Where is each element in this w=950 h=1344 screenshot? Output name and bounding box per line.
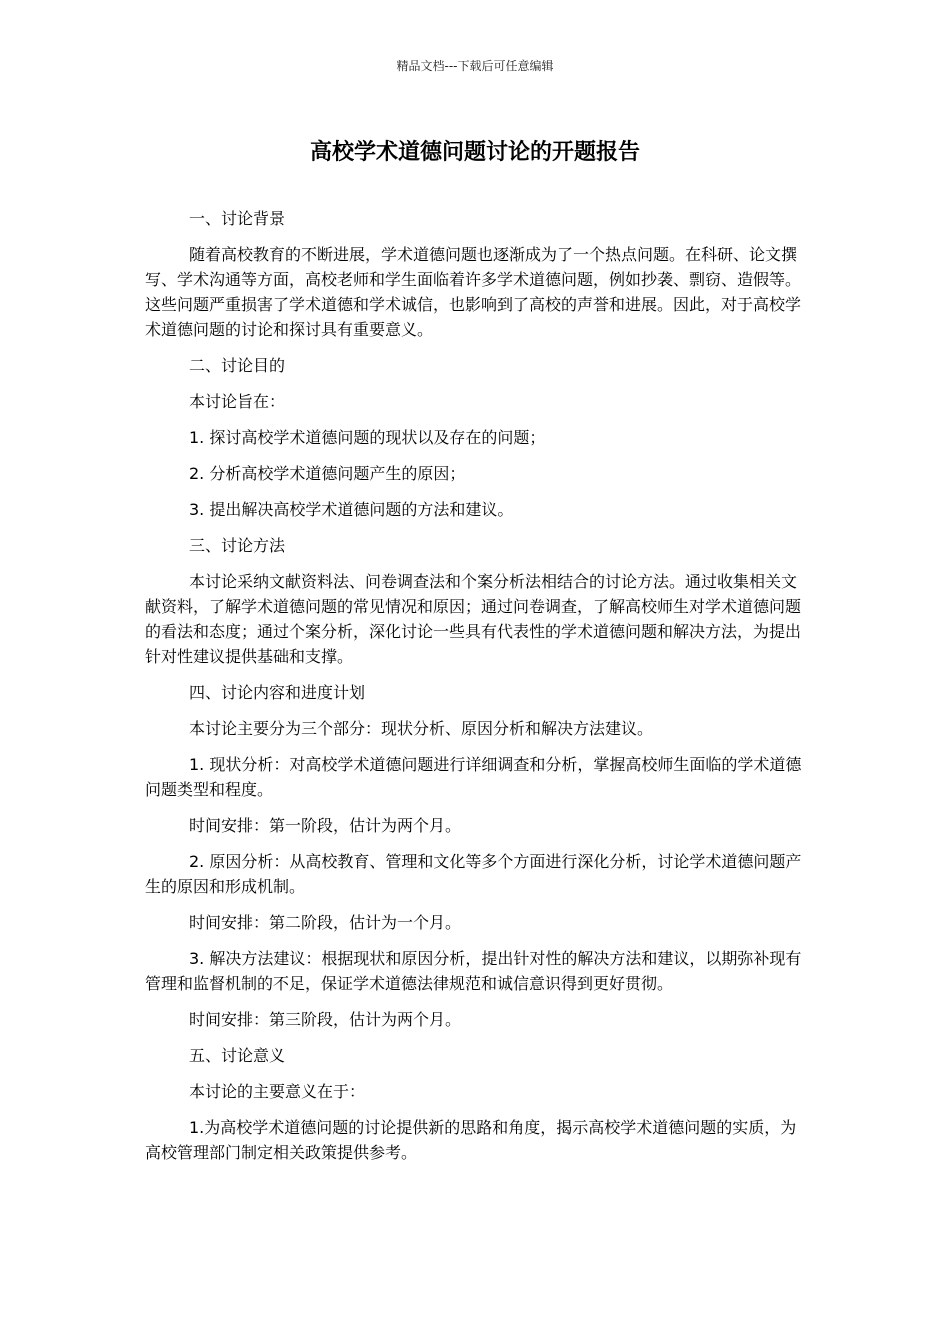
section-heading-background: 一、讨论背景	[189, 209, 286, 228]
section-heading-significance: 五、讨论意义	[189, 1046, 286, 1065]
background-paragraph: 随着高校教育的不断进展，学术道德问题也逐渐成为了一个热点问题。在科研、论文撰写、学术沟通等方面，高校老师和学生面临着许多学术道德问题，例如抄袭、剽窃、造假等。这些问题严重损害了学术道德和学术诚信，也影响到了高校的声誉和进展。因此，对于高校学术道德问题的讨论和探讨具有重要意义。	[145, 245, 802, 339]
plan-time-1: 时间安排：第一阶段，估计为两个月。	[189, 816, 462, 835]
section-heading-method: 三、讨论方法	[189, 536, 286, 555]
plan-part-3: 3. 解决方法建议：根据现状和原因分析，提出针对性的解决方法和建议，以期弥补现有管理和监督机制的不足，保证学术道德法律规范和诚信意识得到更好贯彻。	[145, 949, 802, 993]
plan-time-3: 时间安排：第三阶段，估计为两个月。	[189, 1010, 462, 1029]
plan-time-2: 时间安排：第二阶段，估计为一个月。	[189, 913, 462, 932]
document-body	[145, 206, 805, 1176]
section-heading-purpose: 二、讨论目的	[189, 356, 286, 375]
section-heading-plan: 四、讨论内容和进度计划	[189, 683, 366, 702]
significance-item-1: 1.为高校学术道德问题的讨论提供新的思路和角度，揭示高校学术道德问题的实质，为高校管理部门制定相关政策提供参考。	[145, 1118, 797, 1162]
purpose-intro: 本讨论旨在：	[189, 392, 286, 411]
significance-intro: 本讨论的主要意义在于：	[189, 1082, 366, 1101]
purpose-item-3: 3. 提出解决高校学术道德问题的方法和建议。	[189, 500, 514, 519]
document-title: 高校学术道德问题讨论的开题报告	[309, 140, 640, 165]
plan-intro: 本讨论主要分为三个部分：现状分析、原因分析和解决方法建议。	[189, 719, 654, 738]
purpose-item-2: 2. 分析高校学术道德问题产生的原因；	[189, 464, 466, 483]
plan-part-1: 1. 现状分析：对高校学术道德问题进行详细调查和分析，掌握高校师生面临的学术道德问题类型和程度。	[145, 755, 802, 799]
method-paragraph: 本讨论采纳文献资料法、问卷调查法和个案分析法相结合的讨论方法。通过收集相关文献资料，了解学术道德问题的常见情况和原因；通过问卷调查，了解高校师生对学术道德问题的看法和态度；通过个案分析，深化讨论一些具有代表性的学术道德问题和解决方法，为提出针对性建议提供基础和支撑。	[145, 572, 802, 666]
purpose-item-1: 1. 探讨高校学术道德问题的现状以及存在的问题；	[189, 428, 546, 447]
header-note: 精品文档---下载后可任意编辑	[396, 59, 554, 73]
plan-part-2: 2. 原因分析：从高校教育、管理和文化等多个方面进行深化分析，讨论学术道德问题产生的原因和形成机制。	[145, 852, 802, 896]
